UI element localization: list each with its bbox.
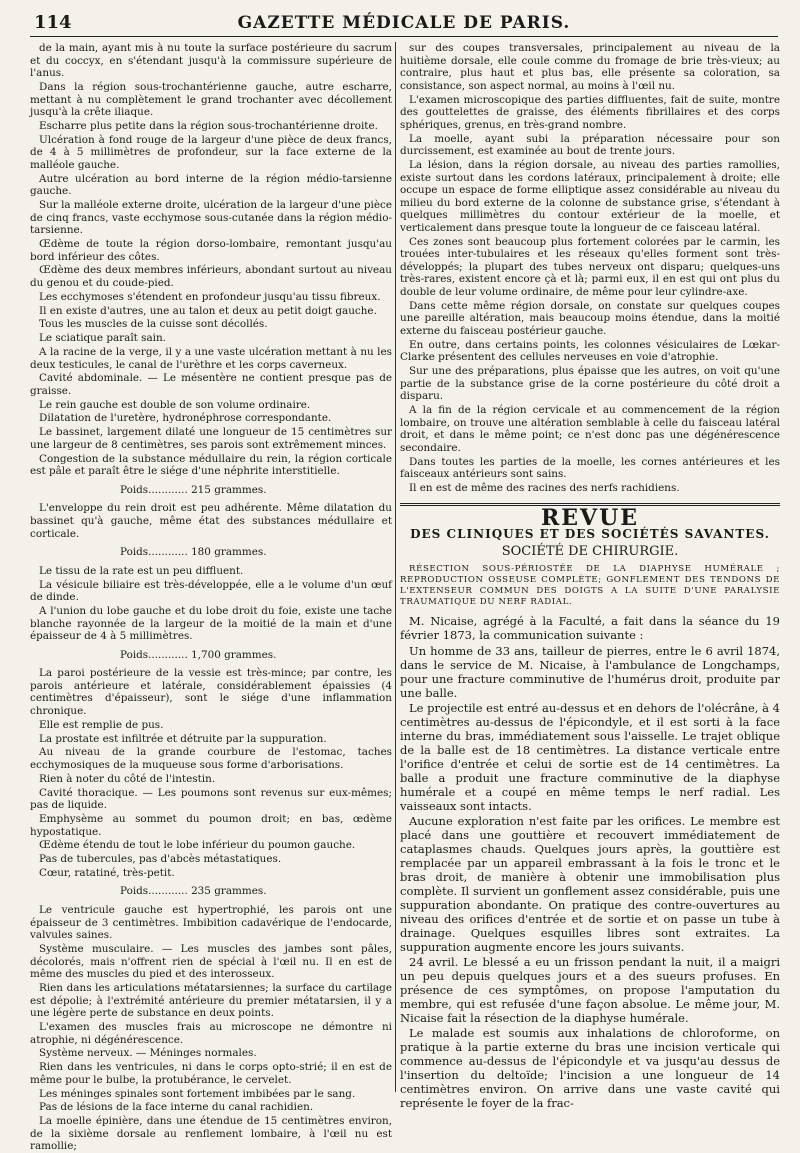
paragraph: A la racine de la verge, il y a une vaste ulcération mettant à nu les deux testicules, le canal de l'urèthre et les corps caverneux. (30, 345, 392, 371)
paragraph: Œdème étendu de tout le lobe inférieur du poumon gauche. (39, 839, 356, 852)
left-column (30, 42, 392, 1153)
paragraph: Les méninges spinales sont fortement imbibées par le sang. (39, 1087, 356, 1100)
paragraph: Le sciatique paraît sain. (39, 332, 166, 345)
paragraph: Aucune exploration n'est faite par les orifices. Le membre est placé dans une gouttière et recouvert immédiatement de cataplasmes chauds. Quelques jours après, la gouttière est remplacée par un appareil embrassant à la fois le tronc et le bras droit, de manière à obtenir une immobilisation plus complète. Il survient un gonflement assez considérable, puis une suppuration abondante. On pratique des contre-ouvertures au niveau des orifices d'entrée et de sortie et on passe un tube à drainage. Quelques esquilles libres sont extraites. La suppuration augmente encore les jours suivants. (400, 814, 780, 954)
revue-title: REVUE (540, 504, 640, 531)
weight-line: Poids............ 180 grammes. (120, 546, 267, 559)
paragraph: Système nerveux. — Méninges normales. (39, 1047, 257, 1060)
paragraph: sur des coupes transversales, principalement au niveau de la huitième dorsale, elle coule comme du fromage de brie très-vieux; au contraire, plus haut et plus bas, elle présente sa coloration, sa consistance, son aspect normal, au moins à l'œil nu. (400, 42, 780, 92)
journal-title: GAZETTE MÉDICALE DE PARIS. (237, 13, 571, 33)
paragraph: Congestion de la substance médullaire du rein, la région corticale est pâle et paraît être le siége d'une néphrite interstitielle. (30, 452, 392, 478)
article-body (400, 614, 780, 1110)
society-title: SOCIÉTÉ DE CHIRURGIE. (501, 543, 679, 559)
paragraph: Emphysème au sommet du poumon droit; en bas, œdème hypostatique. (30, 812, 392, 838)
weight-line: Poids............ 235 grammes. (120, 885, 267, 898)
paragraph: Le malade est soumis aux inhalations de chloroforme, on pratique à la partie externe du bras une incision verticale qui commence au-dessus de l'épicondyle et va jusqu'au dessus de l'insertion du deltoïde; l'incision a une longueur de 14 centimètres environ. On arrive dans une vaste cavité qui représente le foyer de la frac- (400, 1026, 780, 1111)
paragraph: Système musculaire. — Les muscles des jambes sont pâles, décolorés, mais n'offrent rien de spécial à l'œil nu. Il en est de même des muscles du pied et des interosseux. (30, 943, 392, 981)
paragraph: Le tissu de la rate est un peu diffluent. (39, 564, 244, 577)
article-title: RÉSECTION SOUS-PÉRIOSTÉE DE LA DIAPHYSE HUMÉRALE ; REPRODUCTION OSSEUSE COMPLÈTE; GONFLEMENT DES TENDONS DE L'EXTENSEUR COMMUN DES DOIGTS A LA SUITE D'UNE PARALYSIE TRAUMATIQUE DU NERF RADIAL. (400, 564, 780, 608)
paragraph: Cavité abdominale. — Le mésentère ne contient presque pas de graisse. (30, 372, 392, 397)
paragraph: Tous les muscles de la cuisse sont décollés. (39, 318, 268, 331)
paragraph: Rien dans les ventricules, ni dans le corps opto-strié; il en est de même pour le bulbe, la protubérance, le cervelet. (30, 1061, 392, 1086)
paragraph: Un homme de 33 ans, tailleur de pierres, entre le 6 avril 1874, dans le service de M. Nicaise, à l'ambulance de Longchamps, pour une fracture comminutive de l'humérus droit, produite par une balle. (400, 643, 780, 700)
paragraph: La prostate est infiltrée et détruite par la suppuration. (39, 732, 327, 745)
paragraph: Ulcération à fond rouge de la largeur d'une pièce de deux francs, de 4 à 5 millimètres de profondeur, sur la face externe de la malléole gauche. (30, 133, 392, 171)
paragraph: Elle est remplie de pus. (39, 718, 164, 731)
paragraph: Pas de lésions de la face interne du canal rachidien. (39, 1101, 314, 1114)
paragraph: Dans la région sous-trochantérienne gauche, autre escharre, mettant à nu complètement le grand trochanter avec décollement jusqu'à la crête iliaque. (30, 80, 392, 119)
paragraph: La moelle épinière, dans une étendue de 15 centimètres environ, de la sixième dorsale au renflement lombaire, à l'œil nu est ramollie; (30, 1115, 392, 1153)
paragraph: de la main, ayant mis à nu toute la surface postérieure du sacrum et du coccyx, en s'étendant jusqu'à la commissure supérieure de l'anus. (30, 42, 392, 80)
paragraph: Le ventricule gauche est hypertrophié, les parois ont une épaisseur de 3 centimètres. Imbibition cadavérique de l'endocarde, valvules saines. (30, 904, 392, 942)
paragraph: Rien dans les articulations métatarsiennes; la surface du cartilage est dépolie; à l'extrémité antérieure du premier métatarsien, il y a une légère perte de substance en deux points. (30, 982, 392, 1020)
page-header (30, 12, 778, 37)
paragraph: Ces zones sont beaucoup plus fortement colorées par le carmin, les trouées inter-tubulaires et les réseaux qu'elles forment sont très-développés; la plupart des tubes nerveux ont disparu; quelques-uns très-rares, existent encore çà et là; parmi eux, il en est qui ont plus du double de leur volume ordinaire, de même pour leur cylindre-axe. (400, 235, 780, 299)
paragraph: Au niveau de la grande courbure de l'estomac, taches ecchymosiques de la muqueuse sous forme d'arborisations. (30, 746, 392, 771)
paragraph: Il en existe d'autres, une au talon et deux au petit doigt gauche. (39, 304, 377, 317)
right-column (400, 42, 780, 1111)
paragraph: 24 avril. Le blessé a eu un frisson pendant la nuit, il a maigri un peu depuis quelques jours et a des sueurs profuses. En présence de ces symptômes, on propose l'amputation du membre, qui est refusée d'une façon absolue. Le même jour, M. Nicaise fait la résection de la diaphyse humérale. (400, 955, 780, 1026)
revue-section (400, 504, 780, 1111)
columns (30, 42, 780, 1153)
paragraph: A l'union du lobe gauche et du lobe droit du foie, existe une tache blanche rayonnée de la largeur de la moitié de la main et d'une épaisseur de 4 à 5 millimètres. (30, 604, 392, 643)
paragraph: Cavité thoracique. — Les poumons sont revenus sur eux-mêmes; pas de liquide. (30, 786, 392, 812)
paragraph: Il en est de même des racines des nerfs rachidiens. (409, 482, 680, 495)
right-column-text (400, 42, 780, 495)
paragraph: En outre, dans certains points, les colonnes vésiculaires de Lœkar-Clarke présentent des cellules nerveuses en voie d'atrophie. (400, 338, 780, 364)
paragraph: Dans toutes les parties de la moelle, les cornes antérieures et les faisceaux antérieurs sont sains. (400, 455, 780, 481)
paragraph: Le rein gauche est double de son volume ordinaire. (39, 398, 311, 411)
weight-line: Poids............ 1,700 grammes. (120, 648, 277, 661)
paragraph: Sur la malléole externe droite, ulcération de la largeur d'une pièce de cinq francs, vaste ecchymose sous-cutanée dans la région médio-tarsienne. (30, 199, 392, 237)
paragraph: Le projectile est entré au-dessus et en dehors de l'olécrâne, à 4 centimètres au-dessus de l'épicondyle, et il est sorti à la face interne du bras, immédiatement sous l'aisselle. Le trajet oblique de la balle est de 18 centimètres. La distance verticale entre l'orifice d'entrée et celui de sortie est de 14 centimètres. La balle a produit une fracture comminutive de la diaphyse humérale et a coupé en même temps le nerf radial. Les vaisseaux sont intacts. (400, 700, 780, 813)
paragraph: Pas de tubercules, pas d'abcès métastatiques. (39, 853, 282, 866)
paragraph: L'examen microscopique des parties diffluentes, fait de suite, montre des gouttelettes de graisse, des éléments fibrillaires et des corps sphériques, grenus, en très-grand nombre. (400, 93, 780, 131)
paragraph: Escharre plus petite dans la région sous-trochantérienne droite. (39, 119, 378, 132)
paragraph: Dans cette même région dorsale, on constate sur quelques coupes une pareille altération, mais beaucoup moins étendue, dans la moitié externe du faisceau postérieur gauche. (400, 299, 780, 337)
paragraph: Les ecchymoses s'étendent en profondeur jusqu'au tissu fibreux. (39, 290, 381, 303)
paragraph: La vésicule biliaire est très-développée, elle a le volume d'un œuf de dinde. (30, 578, 392, 604)
paragraph: L'examen des muscles frais au microscope ne démontre ni atrophie, ni dégénérescence. (30, 1020, 392, 1046)
paragraph: Le bassinet, largement dilaté une longueur de 15 centimètres sur une largeur de 8 centimètres, ses parois sont extrêmement minces. (30, 426, 392, 451)
paragraph: La moelle, ayant subi la préparation nécessaire pour son durcissement, est examinée au bout de trente jours. (400, 132, 780, 158)
paragraph: La paroi postérieure de la vessie est très-mince; par contre, les parois antérieure et latérale, considérablement épaissies (4 centimètres d'épaisseur), sont le siége d'une inflammation chronique. (30, 667, 392, 718)
paragraph: Œdème des deux membres inférieurs, abondant surtout au niveau du genou et du coude-pied. (30, 264, 392, 289)
revue-subtitle: DES CLINIQUES ET DES SOCIÉTÉS SAVANTES. (410, 527, 770, 542)
paragraph: Œdème de toute la région dorso-lombaire, remontant jusqu'au bord inférieur des côtes. (30, 238, 392, 263)
paragraph: Dilatation de l'uretère, hydronéphrose correspondante. (39, 412, 332, 425)
paragraph: L'enveloppe du rein droit est peu adhérente. Même dilatation du bassinet qu'à gauche, même état des substances médullaire et corticale. (30, 502, 392, 540)
page-number: 114 (34, 12, 72, 33)
paragraph: Sur une des préparations, plus épaisse que les autres, on voit qu'une partie de la substance grise de la corne postérieure du côté droit a disparu. (400, 365, 780, 403)
paragraph: A la fin de la région cervicale et au commencement de la région lombaire, on trouve une altération semblable à celle du faisceau latéral droit, et dans le même point; ce n'est donc pas une dégénérescence secondaire. (400, 404, 780, 454)
paragraph: Rien à noter du côté de l'intestin. (39, 772, 216, 785)
weight-line: Poids............ 215 grammes. (120, 483, 267, 496)
paragraph: La lésion, dans la région dorsale, au niveau des parties ramollies, existe surtout dans les cordons latéraux, principalement à droite; elle occupe un espace de forme elliptique assez considérable au niveau du milieu du bord externe de la colonne de substance grise, s'étendant à quelques millimètres du contour extérieur de la moelle, et verticalement dans presque toute la longueur de ce faisceau latéral. (400, 158, 780, 234)
column-divider (395, 42, 396, 1092)
paragraph: M. Nicaise, agrégé à la Faculté, a fait dans la séance du 19 février 1873, la communication suivante : (400, 614, 780, 643)
paragraph: Autre ulcération au bord interne de la région médio-tarsienne gauche. (30, 172, 392, 198)
paragraph: Cœur, ratatiné, très-petit. (39, 866, 175, 879)
